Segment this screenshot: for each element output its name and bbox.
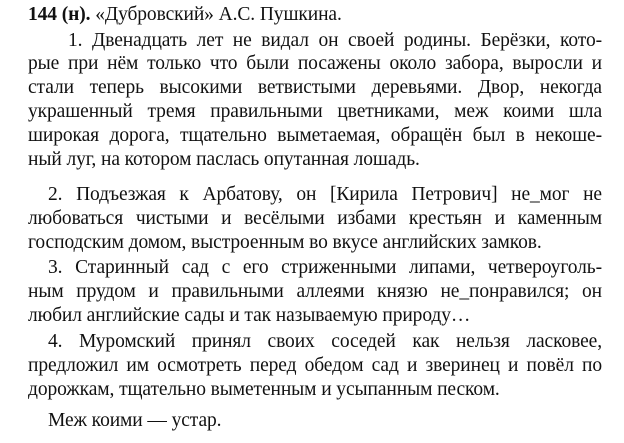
text-line: ным прудом и правильными аллеями князю не_понравился; он xyxy=(28,281,602,302)
text-line: предложил им осмотреть перед обедом сад и зверинец и повёл по xyxy=(28,355,602,376)
text-line: дорожкам, тщательно выметенным и усыпанным песком. xyxy=(28,379,500,400)
text-line: 3. Старинный сад с его стриженными липами, четвероуголь- xyxy=(48,257,602,278)
text-line: украшенный тремя правильными цветниками, меж коими шла xyxy=(28,101,602,122)
text-line: господским домом, выстроенным во вкусе английских замков. xyxy=(28,232,542,253)
text-line: рые при нём только что были посажены около забора, выросли и xyxy=(28,53,602,74)
exercise-number: 144 (н). xyxy=(28,4,91,25)
text-line: любоваться чистыми и весёлыми избами крестьян и каменным xyxy=(28,208,602,229)
text-line: 4. Муромский принял своих соседей как нельзя ласковее, xyxy=(48,331,602,352)
text-line: широкая дорога, тщательно выметаемая, обращён был в некоше- xyxy=(28,125,602,146)
exercise-heading xyxy=(28,4,342,26)
text-line: ный луг, на котором паслась опутанная лошадь. xyxy=(28,149,420,170)
text-line: стали теперь высокими ветвистыми деревьями. Двор, некогда xyxy=(28,77,602,98)
footer-note: Меж коими — устар. xyxy=(48,410,222,431)
exercise-title: «Дубровский» А.С. Пушкина. xyxy=(95,4,342,25)
text-line: любил английские сады и так называемую природу… xyxy=(28,305,471,326)
text-line: 1. Двенадцать лет не видал он своей родины. Берёзки, кото- xyxy=(68,30,602,51)
text-line: 2. Подъезжая к Арбатову, он [Кирила Петрович] не_мог не xyxy=(48,184,602,205)
